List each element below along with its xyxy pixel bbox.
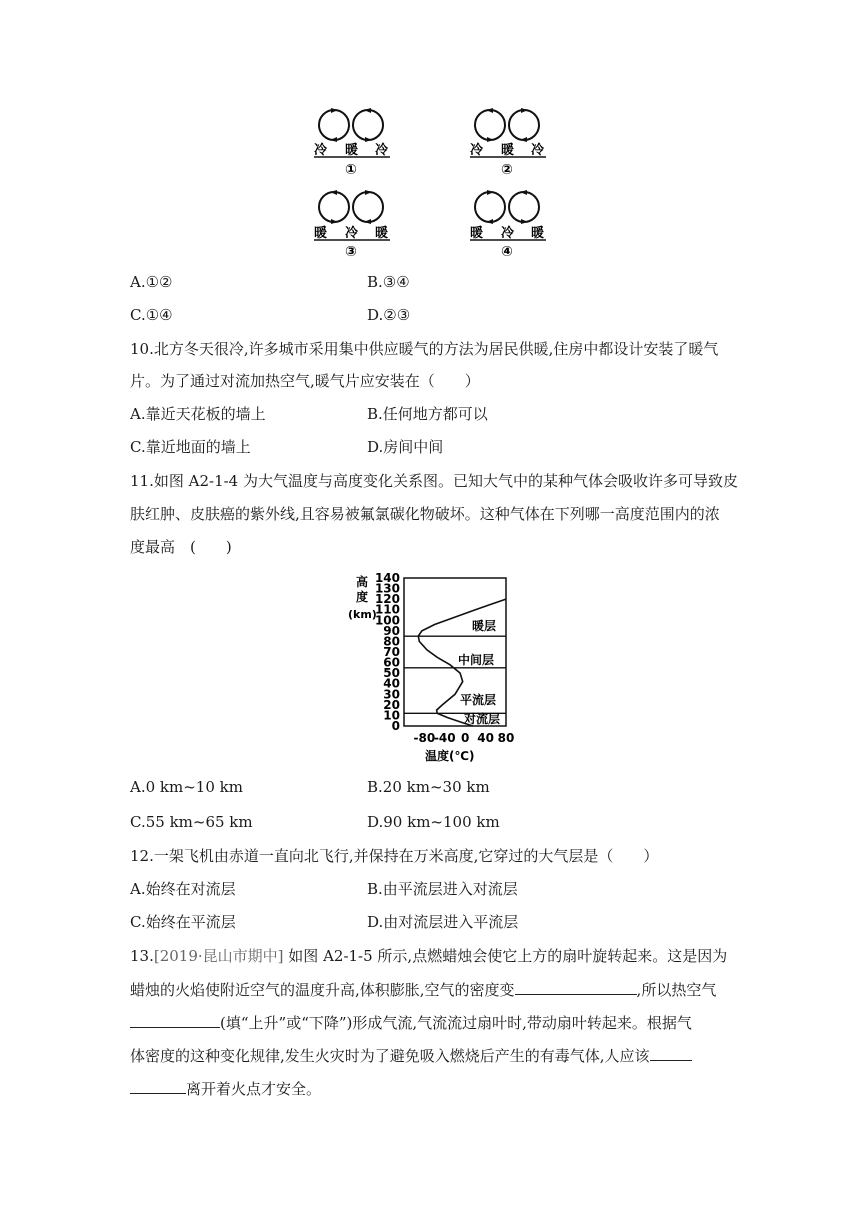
y-tick-label: 80: [383, 634, 400, 649]
panel-2-label-2: 暖: [501, 143, 515, 158]
convection-cell-left: [475, 192, 505, 222]
y-tick-label: 50: [383, 666, 400, 681]
atmosphere-temperature-chart: [340, 568, 520, 768]
layer-label-stratosphere: 平流层: [460, 693, 497, 707]
q10-stem-line-1: 10.北方冬天很冷,许多城市采用集中供应暖气的方法为居民供暖,住房中都设计安装了暖气: [130, 340, 719, 358]
q9-option-b[interactable]: B.③④: [367, 273, 410, 291]
q13-source-tag: [2019·昆山市期中]: [153, 947, 284, 965]
x-tick-label: 40: [477, 731, 494, 745]
q13-stem-line-2: [130, 979, 730, 1000]
layer-label-thermosphere: 暖层: [472, 619, 497, 633]
y-tick-label: 0: [391, 719, 400, 733]
q13-line1-text: 如图 A2-1-5 所示,点燃蜡烛会使它上方的扇叶旋转起来。这是因为: [288, 947, 728, 965]
q12-option-b[interactable]: B.由平流层进入对流层: [367, 880, 518, 898]
x-tick-label: 0: [461, 731, 470, 745]
y-tick-label: 130: [374, 581, 400, 596]
y-tick-label: 120: [374, 592, 400, 607]
answer-blank-2[interactable]: [130, 1012, 220, 1028]
q12-option-c[interactable]: C.始终在平流层: [130, 913, 236, 931]
panel-2-number: ②: [501, 162, 513, 178]
q11-option-d[interactable]: D.90 km~100 km: [367, 813, 500, 831]
panel-4-number: ④: [501, 244, 513, 260]
panel-4-label-1: 暖: [470, 226, 484, 241]
panel-1-label-2: 暖: [345, 143, 359, 158]
y-tick-label: 20: [383, 697, 400, 712]
q9-option-a[interactable]: A.①②: [130, 273, 173, 291]
panel-3-label-1: 暖: [314, 226, 328, 241]
y-axis-label-unit: (km): [348, 608, 377, 621]
x-tick-label: 80: [497, 731, 515, 745]
y-axis-label-char-1: 高: [356, 575, 369, 589]
panel-4-label-2: 冷: [501, 226, 515, 241]
answer-blank-3-part-2[interactable]: [130, 1078, 186, 1094]
q11-option-b[interactable]: B.20 km~30 km: [367, 778, 490, 796]
q11-stem-line-2: 肤红肿、皮肤癌的紫外线,且容易被氟氯碳化物破坏。这种气体在下列哪一高度范围内的浓: [130, 505, 720, 523]
q12-stem: 12.一架飞机由赤道一直向北飞行,并保持在万米高度,它穿过的大气层是（ ）: [130, 847, 659, 865]
panel-3-number: ③: [345, 244, 357, 260]
panel-1-label-1: 冷: [314, 143, 328, 158]
q10-option-a[interactable]: A.靠近天花板的墙上: [130, 405, 266, 423]
q12-option-a[interactable]: A.始终在对流层: [130, 880, 236, 898]
q11-option-a[interactable]: A.0 km~10 km: [130, 778, 243, 796]
y-tick-label: 40: [383, 676, 400, 691]
panel-1-label-3: 冷: [375, 143, 389, 158]
y-tick-label: 10: [383, 708, 400, 723]
convection-figure: [300, 100, 560, 265]
q13-stem-line-3: [130, 1012, 730, 1033]
layer-label-mesosphere: 中间层: [458, 653, 495, 667]
answer-blank-1[interactable]: [515, 979, 637, 995]
q13-line5-text: 离开着火点才安全。: [186, 1080, 322, 1098]
q13-number: 13.: [130, 947, 154, 965]
convection-cell-left: [319, 110, 349, 140]
panel-2-label-3: 冷: [531, 143, 545, 158]
convection-cell-right: [353, 192, 383, 222]
q10-stem-line-2: 片。为了通过对流加热空气,暖气片应安装在（ ）: [130, 372, 480, 390]
q13-line3-text: (填“上升”或“下降”)形成气流,气流流过扇叶时,带动扇叶转起来。根据气: [220, 1014, 692, 1032]
y-tick-label: 140: [374, 571, 400, 585]
y-tick-label: 100: [374, 613, 400, 628]
q10-option-b[interactable]: B.任何地方都可以: [367, 405, 488, 423]
q10-option-c[interactable]: C.靠近地面的墙上: [130, 438, 251, 456]
q13-line2-text-a: 蜡烛的火焰使附近空气的温度升高,体积膨胀,空气的密度变: [130, 981, 515, 999]
convection-cell-left: [475, 110, 505, 140]
y-tick-label: 30: [383, 687, 400, 702]
layer-label-troposphere: 对流层: [464, 712, 501, 726]
q13-stem-line-4: [130, 1045, 730, 1066]
q13-line4-text: 体密度的这种变化规律,发生火灾时为了避免吸入燃烧后产生的有毒气体,人应该: [130, 1047, 650, 1065]
q13-line2-text-b: ,所以热空气: [636, 981, 717, 999]
q9-option-c[interactable]: C.①④: [130, 306, 173, 324]
q12-option-d[interactable]: D.由对流层进入平流层: [367, 913, 519, 931]
y-tick-label: 110: [374, 602, 400, 617]
x-tick-label: -80: [413, 731, 436, 745]
answer-blank-3-part-1[interactable]: [650, 1045, 692, 1061]
y-axis-label-char-2: 度: [356, 590, 369, 604]
panel-1-number: ①: [345, 162, 357, 178]
y-tick-label: 90: [383, 623, 400, 638]
convection-cell-right: [509, 110, 539, 140]
q11-stem-line-3: 度最高 ( ): [130, 538, 232, 556]
q9-option-d[interactable]: D.②③: [367, 306, 411, 324]
panel-3-label-3: 暖: [375, 226, 389, 241]
q13-stem-line-1: [130, 946, 730, 966]
panel-2-label-1: 冷: [470, 143, 484, 158]
y-tick-label: 70: [383, 645, 400, 659]
y-tick-label: 60: [383, 655, 400, 670]
panel-4-label-3: 暖: [531, 226, 545, 241]
x-axis-label: 温度(℃): [425, 749, 475, 763]
q11-stem-line-1: 11.如图 A2-1-4 为大气温度与高度变化关系图。已知大气中的某种气体会吸收许多可导致皮: [130, 472, 738, 490]
q10-option-d[interactable]: D.房间中间: [367, 438, 444, 456]
x-tick-label: -40: [433, 731, 456, 745]
convection-cell-right: [509, 192, 539, 222]
convection-cell-left: [319, 192, 349, 222]
convection-cell-right: [353, 110, 383, 140]
q11-option-c[interactable]: C.55 km~65 km: [130, 813, 253, 831]
panel-3-label-2: 冷: [345, 226, 359, 241]
q13-stem-line-5: [130, 1078, 730, 1099]
